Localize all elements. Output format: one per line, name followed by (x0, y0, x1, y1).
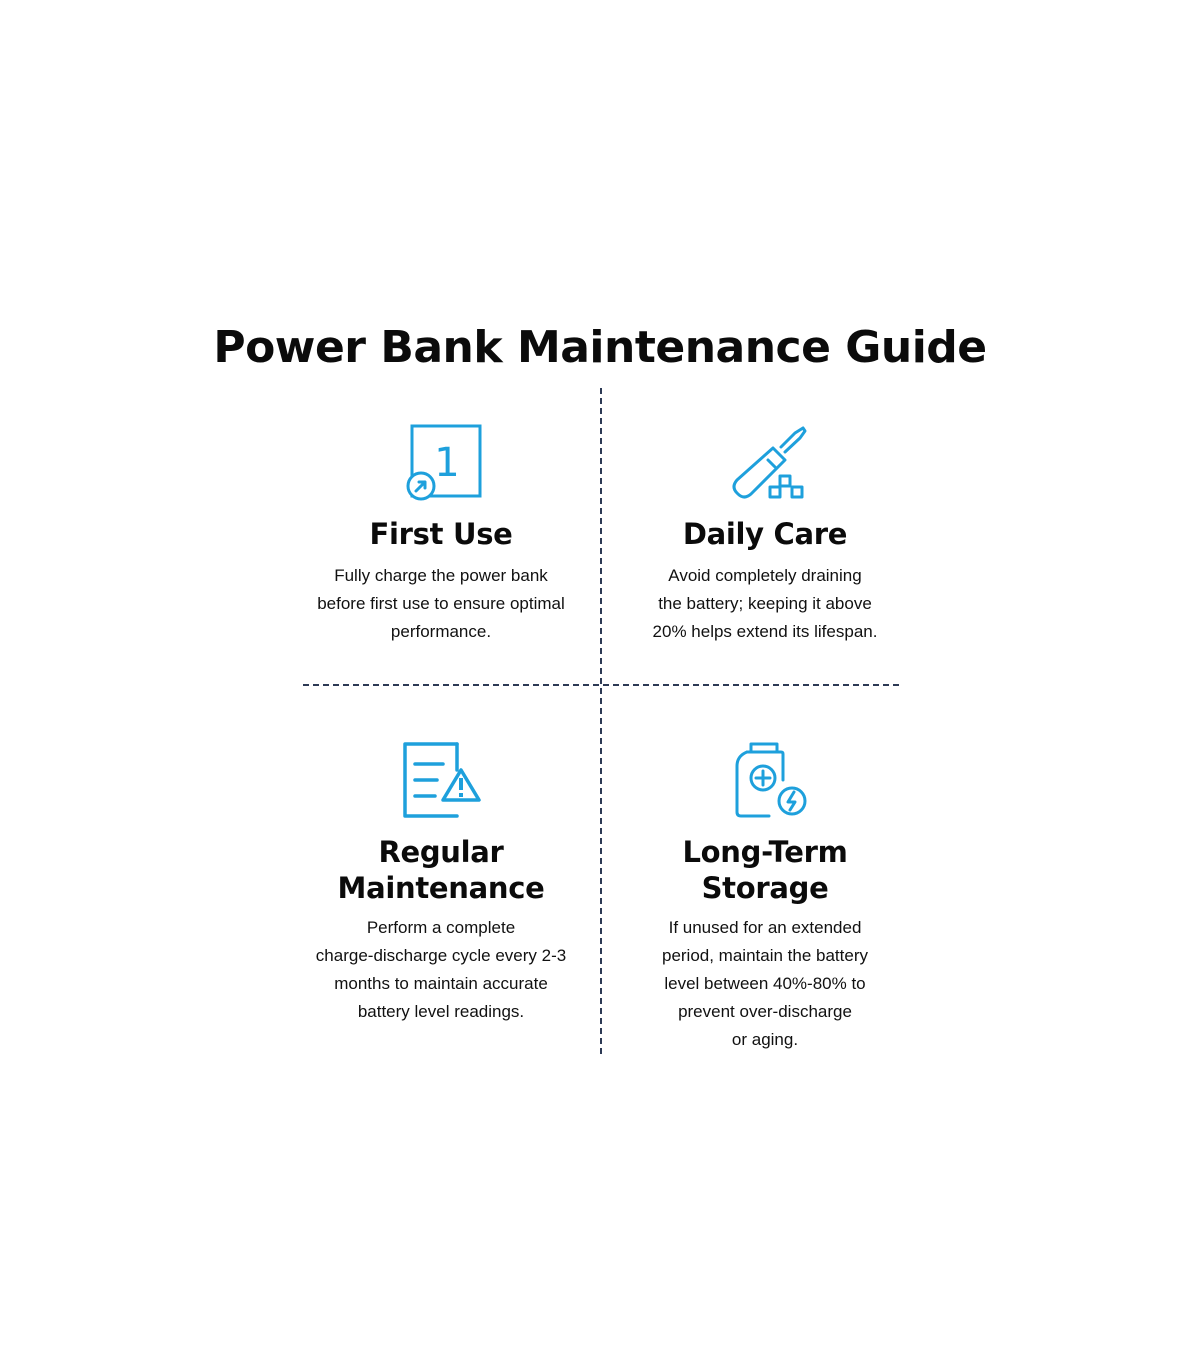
first-use-card (291, 420, 591, 646)
daily-care-description: Avoid completely draining the battery; keeping it above 20% helps extend its lifespan. (652, 566, 878, 641)
long-term-storage-description: If unused for an extended period, maintain the battery level between 40%-80% to prevent over-discharge or aging. (661, 918, 868, 1049)
long-term-storage-card (615, 740, 915, 1054)
regular-maintenance-title: Regular Maintenance (337, 835, 545, 905)
regular-maintenance-card (291, 740, 591, 1026)
regular-maintenance-description: Perform a complete charge-discharge cycle every 2-3 months to maintain accurate battery level readings. (315, 918, 567, 1021)
page-title: Power Bank Maintenance Guide (213, 322, 987, 373)
horizontal-divider (303, 684, 899, 686)
vertical-divider (600, 388, 602, 1054)
numbered-step-icon (399, 420, 483, 504)
daily-care-title: Daily Care (682, 517, 848, 551)
screwdriver-icon (723, 420, 807, 504)
step-number: 1 (434, 440, 460, 486)
document-warning-icon (399, 740, 483, 820)
daily-care-card (615, 420, 915, 646)
first-use-description: Fully charge the power bank before first use to ensure optimal performance. (317, 566, 565, 641)
first-use-title: First Use (369, 517, 513, 551)
battery-storage-icon (723, 740, 807, 820)
long-term-storage-title: Long-Term Storage (682, 835, 848, 905)
